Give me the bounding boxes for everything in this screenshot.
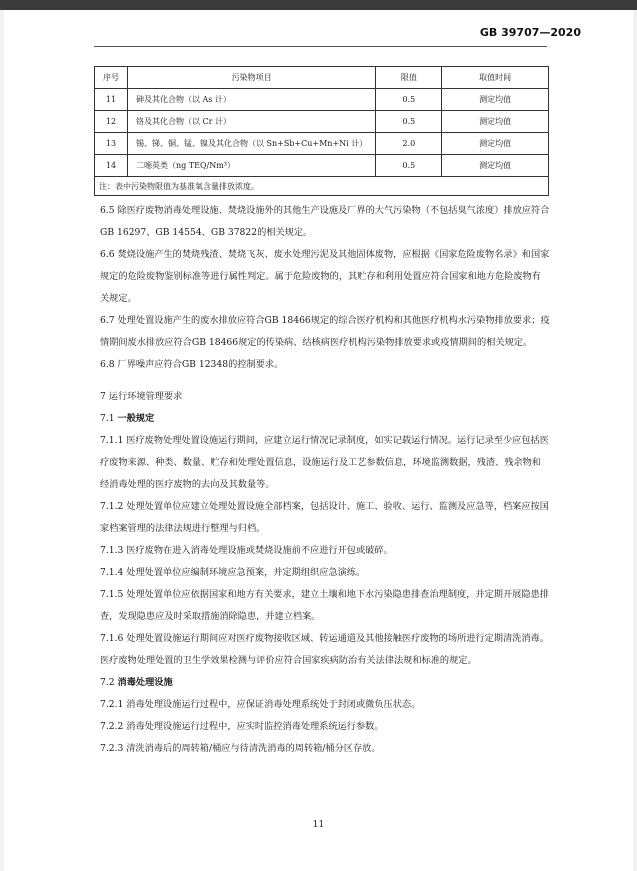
clause-7-1-4: 7.1.4 处理处置单位应编制环境应急预案，并定期组织应急演练。 <box>100 567 366 578</box>
table-note-row <box>95 177 549 196</box>
table-note: 注：表中污染物限值为基准氧含量排放浓度。 <box>95 177 549 196</box>
clause-7-1-6: 7.1.6 处理处置设施运行期间应对医疗废物接收区域、转运通道及其他接触医疗废物的场所进行定期清洗消毒。医疗废物处理处置的卫生学效果检测与评价应符合国家疾病防治有关法律法规和标准的规定。 <box>100 633 549 666</box>
clause-7-1-2: 7.1.2 处理处置单位应建立处理处置设施全部档案，包括设计、施工、验收、运行、监测及应急等，档案应按国家档案管理的法律法规进行整理与归档。 <box>100 501 549 534</box>
section-7-2-number: 7.2 <box>100 677 118 688</box>
section-7-1-number: 7.1 <box>100 413 118 424</box>
row-limit: 0.5 <box>376 111 442 133</box>
page-number: 11 <box>312 820 325 830</box>
clause-7-1-5: 7.1.5 处理处置单位应依据国家和地方有关要求，建立土壤和地下水污染隐患排查治理制度，并定期开展隐患排查，发现隐患应及时采取措施消除隐患，并建立档案。 <box>100 589 549 622</box>
row-limit: 2.0 <box>376 133 442 155</box>
table-row <box>95 89 549 111</box>
header-rule <box>94 46 547 47</box>
section-7-2-heading <box>100 672 550 694</box>
section-7-2-title: 消毒处理设施 <box>117 677 173 688</box>
viewer-top-bar <box>0 0 637 10</box>
section-7-1-title: 一般规定 <box>117 413 155 424</box>
table-row <box>95 111 549 133</box>
clause-6-5: 6.5 除医疗废物消毒处理设施、焚烧设施外的其他生产设施及厂界的大气污染物（不包括臭气浓度）排放应符合GB 16297、GB 14554、GB 37822的相关规定。 <box>100 205 550 238</box>
col-header-limit: 限值 <box>376 67 442 89</box>
row-item: 二噁英类（ng TEQ/Nm³） <box>127 155 375 177</box>
pollutant-limits-table <box>94 66 549 196</box>
clause-6-8: 6.8 厂界噪声应符合GB 12348的控制要求。 <box>100 359 284 370</box>
clause-6-7: 6.7 处理处置设施产生的废水排放应符合GB 18466规定的综合医疗机构和其他医疗机构水污染物排放要求；疫情期间废水排放应符合GB 18466规定的传染病、结核病医疗机构污染物排放要求或疫情期间的相关规定。 <box>100 315 550 348</box>
row-no: 11 <box>95 89 128 111</box>
clause-7-1-3: 7.1.3 医疗废物在进入消毒处理设施或焚烧设施前不应进行开包或破碎。 <box>100 545 393 556</box>
clause-7-2-1: 7.2.1 消毒处理设施运行过程中，应保证消毒处理系统处于封闭或微负压状态。 <box>100 699 421 710</box>
clause-7-2-3: 7.2.3 清洗消毒后的周转箱/桶应与待清洗消毒的周转箱/桶分区存放。 <box>100 743 381 754</box>
clause-7-2-2: 7.2.2 消毒处理设施运行过程中，应实时监控消毒处理系统运行参数。 <box>100 721 384 732</box>
col-header-time: 取值时间 <box>442 67 549 89</box>
body-text <box>100 200 550 760</box>
document-page <box>4 10 633 871</box>
row-no: 13 <box>95 133 128 155</box>
row-item: 铬及其化合物（以 Cr 计） <box>127 111 375 133</box>
row-no: 14 <box>95 155 128 177</box>
section-7-1-heading <box>100 408 550 430</box>
col-header-no: 序号 <box>95 67 128 89</box>
col-header-item: 污染物项目 <box>127 67 375 89</box>
table-row <box>95 155 549 177</box>
row-limit: 0.5 <box>376 155 442 177</box>
row-item: 砷及其化合物（以 As 计） <box>127 89 375 111</box>
table-row <box>95 133 549 155</box>
row-item: 锡、锑、铜、锰、镍及其化合物（以 Sn+Sb+Cu+Mn+Ni 计） <box>127 133 375 155</box>
row-limit: 0.5 <box>376 89 442 111</box>
row-time: 测定均值 <box>442 111 549 133</box>
row-time: 测定均值 <box>442 155 549 177</box>
clause-7-1-1: 7.1.1 医疗废物处理处置设施运行期间，应建立运行情况记录制度，如实记载运行情况。运行记录至少应包括医疗废物来源、种类、数量、贮存和处理处置信息，设施运行及工艺参数信息，环境监测数据，残渣、残余物和经消毒处理的医疗废物的去向及其数量等。 <box>100 435 549 490</box>
section-7-heading: 7 运行环境管理要求 <box>100 391 183 402</box>
table-header-row <box>95 67 549 89</box>
row-time: 测定均值 <box>442 89 549 111</box>
clause-6-6: 6.6 焚烧设施产生的焚烧残渣、焚烧飞灰、废水处理污泥及其他固体废物，应根据《国家危险废物名录》和国家规定的危险废物鉴别标准等进行属性判定。属于危险废物的，其贮存和利用处置应符合国家和地方危险废物有关规定。 <box>100 249 550 304</box>
row-time: 测定均值 <box>442 133 549 155</box>
standard-number: GB 39707—2020 <box>479 26 581 39</box>
row-no: 12 <box>95 111 128 133</box>
